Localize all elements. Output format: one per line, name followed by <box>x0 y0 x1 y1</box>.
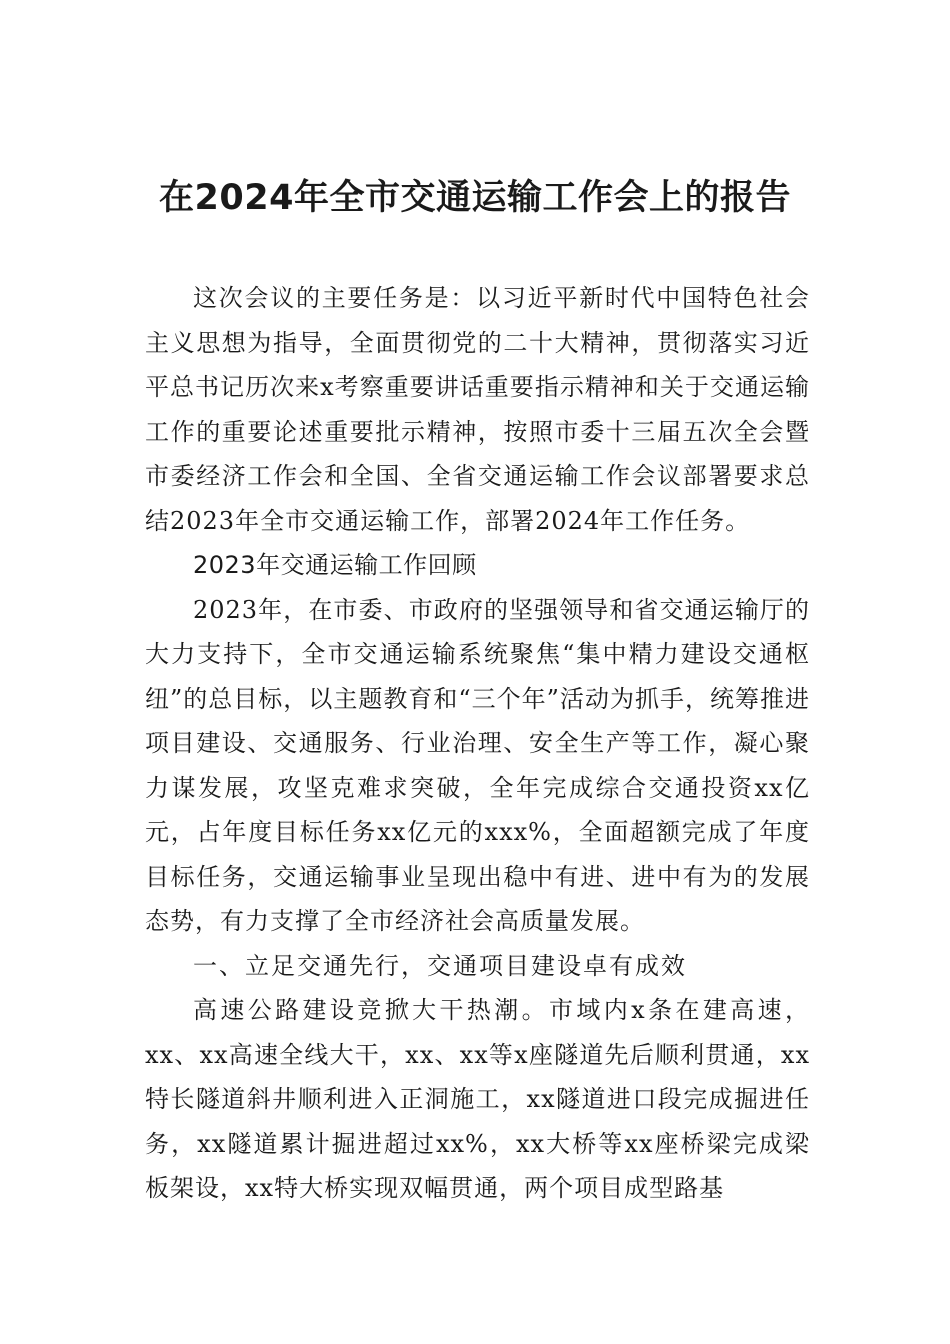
section1-paragraph: 高速公路建设竞掀大干热潮。市域内x条在建高速，xx、xx高速全线大干，xx、xx等x座隧道先后顺利贯通，xx特长隧道斜井顺利进入正洞施工，xx隧道进口段完成掘进任务，xx隧道累计掘进超过xx%，xx大桥等xx座桥梁完成梁板架设，xx特大桥实现双幅贯通，两个项目成型路基 <box>145 996 810 1202</box>
review-heading: 2023年交通运输工作回顾 <box>193 551 477 579</box>
document-body <box>145 276 810 1211</box>
intro-paragraph: 这次会议的主要任务是：以习近平新时代中国特色社会主义思想为指导，全面贯彻党的二十大精神，贯彻落实习近平总书记历次来x考察重要讲话重要指示精神和关于交通运输工作的重要论述重要批示精神，按照市委十三届五次全会暨市委经济工作会和全国、全省交通运输工作会议部署要求总结2023年全市交通运输工作，部署2024年工作任务。 <box>145 284 810 535</box>
review-paragraph: 2023年，在市委、市政府的坚强领导和省交通运输厅的大力支持下，全市交通运输系统聚焦“集中精力建设交通枢纽”的总目标，以主题教育和“三个年”活动为抓手，统筹推进项目建设、交通服务、行业治理、安全生产等工作，凝心聚力谋发展，攻坚克难求突破，全年完成综合交通投资xx亿元，占年度目标任务xx亿元的xxx%，全面超额完成了年度目标任务，交通运输事业呈现出稳中有进、进中有为的发展态势，有力支撑了全市经济社会高质量发展。 <box>145 595 810 935</box>
document-title: 在2024年全市交通运输工作会上的报告 <box>159 178 791 218</box>
section1-heading: 一、立足交通先行，交通项目建设卓有成效 <box>193 951 687 980</box>
